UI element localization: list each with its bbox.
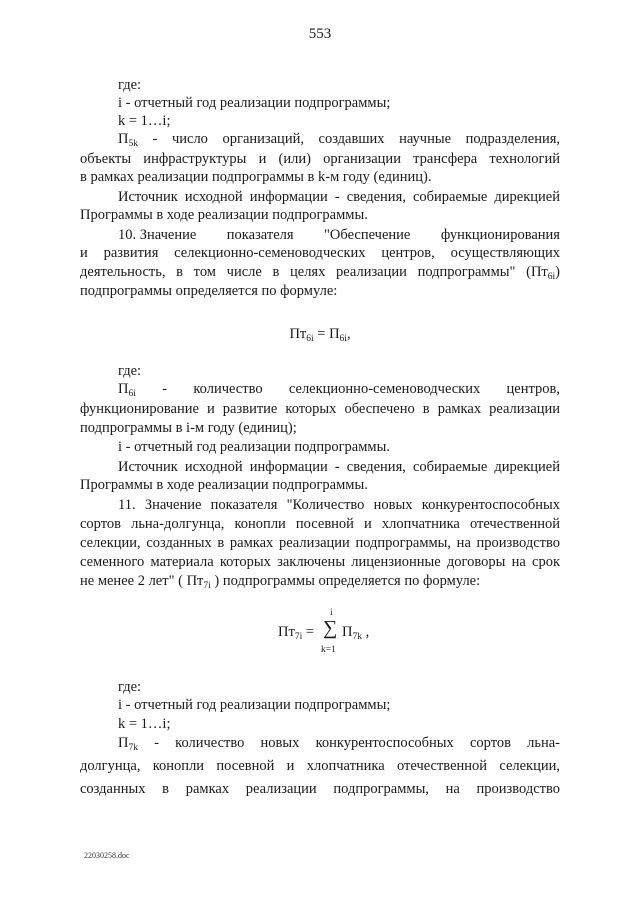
item11-line5 (80, 572, 480, 590)
source-line1-2: Источник исходной информации - сведения, собираемые дирекцией (118, 459, 560, 475)
item11-line5-end: ) подпрограммы определяется по формуле: (210, 573, 481, 589)
footer-file-code: 22030258.doc (84, 851, 130, 860)
formula-pt7i-lhs-wrap (278, 624, 314, 641)
where-label-1: где: (118, 77, 142, 93)
formula-pt7i-lhs-sub: 7i (294, 632, 303, 642)
p7k-text: - количество новых конкурентоспособных сортов льна- (154, 735, 560, 751)
item10-word-provision: "Обеспечение (324, 227, 411, 243)
p6i-definition-line1 (80, 380, 560, 398)
item10-line3-sub: 6i (547, 272, 556, 282)
formula-pt7i-eq: = (302, 624, 315, 640)
p7k-symbol: П (118, 735, 129, 751)
item11-line5-sub: 7i (203, 581, 211, 591)
item10-line3-close: ) (555, 264, 560, 280)
source-line2-1: Программы в ходе реализации подпрограммы. (80, 207, 368, 223)
k-definition-3: k = 1…i; (118, 716, 171, 732)
item11-line1: 11. Значение показателя "Количество новых конкурентоспособных (118, 497, 560, 513)
p5k-subscript: 5k (128, 139, 138, 149)
formula-pt6i-lhs-sub: 6i (306, 334, 314, 344)
where-label-3: где: (118, 679, 142, 695)
p7k-definition-line1 (80, 734, 560, 752)
sum-upper-limit: i (330, 608, 333, 618)
sum-sign: ∑ (323, 617, 338, 639)
formula-pt6i-rhs-sub: 6i (339, 334, 347, 344)
formula-pt6i (0, 325, 640, 343)
formula-pt7i-rhs-sub: 7k (352, 632, 362, 642)
p6i-definition-line3: подпрограммы в i-м году (единиц); (80, 420, 297, 436)
formula-pt6i-end: , (346, 326, 351, 342)
p7k-definition-line3: созданных в рамках реализации подпрограммы, на производство (80, 781, 560, 797)
source-line1-1: Источник исходной информации - сведения, собираемые дирекцией (118, 189, 560, 205)
i-definition-3: i - отчетный год реализации подпрограммы; (118, 697, 391, 713)
p6i-symbol-wrap (118, 380, 136, 398)
p7k-subscript: 7k (128, 743, 138, 753)
formula-pt6i-lhs: Пт (289, 326, 307, 342)
p5k-symbol: П (118, 131, 129, 147)
item10-line2: и развития селекционно-семеноводческих центров, осуществляющих (80, 245, 560, 261)
item10-word-functioning: функционирования (440, 227, 560, 243)
p6i-dash: - (162, 381, 168, 397)
item10-word-indicator: показателя (226, 227, 294, 243)
p6i-symbol: П (118, 381, 129, 397)
p5k-definition-line2: объекты инфраструктуры и (или) организации трансфера технологий (80, 151, 560, 167)
formula-pt7i (270, 608, 410, 658)
p5k-definition-line3: в рамках реализации подпрограммы в k-м году (единиц). (80, 169, 432, 185)
k-definition-1: k = 1…i; (118, 113, 171, 129)
source-line2-2: Программы в ходе реализации подпрограммы. (80, 477, 368, 493)
p6i-word2: селекционно-семеноводческих (288, 381, 481, 397)
p6i-definition-line2: функционирование и развитие которых обеспечено в рамках реализации (80, 401, 560, 417)
p6i-subscript: 6i (128, 389, 136, 399)
formula-pt7i-rhs: П (342, 624, 353, 640)
where-label-2: где: (118, 363, 142, 379)
i-definition-1: i - отчетный год реализации подпрограммы; (118, 95, 391, 111)
formula-pt7i-lhs: Пт (278, 624, 295, 640)
p6i-word1: количество (193, 381, 263, 397)
item11-line5-text: не менее 2 лет" ( Пт (80, 573, 204, 589)
p5k-text: - число организаций, создавших научные подразделения, (152, 131, 561, 147)
item10-line4: подпрограммы определяется по формуле: (80, 283, 338, 299)
sum-lower-limit: k=1 (321, 645, 336, 655)
formula-pt7i-rhs-wrap (342, 624, 369, 641)
formula-pt7i-end: , (361, 624, 370, 640)
item11-line2: сортов льна-долгунца, конопли посевной и хлопчатника отечественной (80, 516, 560, 532)
item11-line4: семенного материала которых заключены лицензионные договоры на срок (80, 554, 560, 570)
p7k-definition-line2: долгунца, конопли посевной и хлопчатника отечественной селекции, (80, 758, 560, 774)
p6i-word3: центров, (506, 381, 560, 397)
formula-pt6i-eq: = П (313, 326, 340, 342)
item10-line1 (80, 226, 560, 244)
item10-line3-text: деятельность, в том числе в целях реализации подпрограммы" (Пт (80, 264, 548, 280)
item10-word-value: 10. Значение (118, 227, 197, 243)
page-number: 553 (308, 26, 332, 42)
item10-line3 (80, 263, 560, 281)
p5k-definition-line1 (80, 130, 560, 148)
item11-line3: селекции, созданных в рамках реализации подпрограммы, на производство (80, 535, 560, 551)
i-definition-2: i - отчетный год реализации подпрограммы. (118, 439, 390, 455)
